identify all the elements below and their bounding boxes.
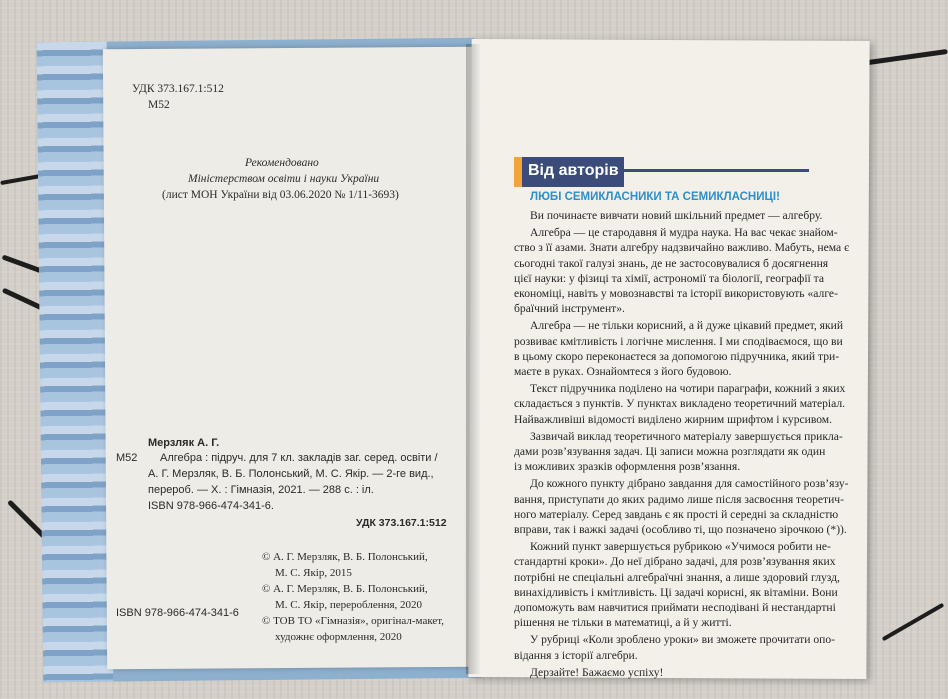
code-mid: М52 <box>116 452 138 464</box>
paragraph-line: стандартні кроки». До неї дібрано задачі, для розв’язування яких <box>514 555 836 569</box>
udk-top: УДК 373.167.1:512 <box>132 83 224 95</box>
paragraph-line: маєте в руках. Ознайомтеся з його будовою. <box>514 365 732 378</box>
section-header <box>514 157 804 187</box>
paragraph-line: відання з історії алгебри. <box>514 648 638 662</box>
copyright-line-5: © ТОВ ТО «Гімназія», оригінал-макет, <box>262 615 445 627</box>
paragraph-line: цієї науки: у фізиці та хімії, астрономії та біології, географії та <box>514 271 825 285</box>
paragraph-line: браїчний інструмент». <box>514 302 625 316</box>
paragraph-line: Алгебра — це стародавня й мудра наука. На вас чекає знайом- <box>530 226 838 240</box>
paragraph-line: дами розв’язування задач. Ці записи можна розглядати як один <box>514 445 826 458</box>
udk-bottom: УДК 373.167.1:512 <box>356 517 447 529</box>
paragraph-line: економіці, навіть у мовознавстві та історії використовують «алге- <box>514 287 838 300</box>
paragraph-line: сьогодні такої галузі знань, де не застосовувалися б досягнення <box>514 256 829 270</box>
paragraph-line: допоможуть вам навчитися приймати несподівані й нестандартні <box>514 601 836 614</box>
recommend-line-3: (лист МОН України від 03.06.2020 № 1/11-3693) <box>162 189 399 201</box>
paragraph-line: Текст підручника поділено на чотири параграфи, кожний з яких <box>530 382 846 396</box>
code-top: М52 <box>148 99 170 111</box>
isbn-bottom: ISBN 978-966-474-341-6 <box>116 607 239 619</box>
copyright-line-2: М. С. Якір, 2015 <box>275 567 352 579</box>
paragraph-line: У рубриці «Коли зроблено уроки» ви зможете прочитати опо- <box>530 633 836 647</box>
copyright-line-1: © А. Г. Мерзляк, В. Б. Полонський, <box>262 551 428 563</box>
paragraph-line: складається з пунктів. У пунктах викладено теоретичний матеріал. <box>514 397 846 411</box>
recommend-line-1: Рекомендовано <box>245 157 319 169</box>
paragraph-line: Кожний пункт завершується рубрикою «Учимося робити не- <box>530 540 831 554</box>
paragraph-line: рішення не тільки в математиці, а й у житті. <box>514 616 732 630</box>
header-rule <box>624 169 809 172</box>
biblio-line-4: ISBN 978-966-474-341-6. <box>148 500 274 512</box>
paragraph-line: До кожного пункту дібрано завдання для самостійного розв’язу- <box>530 477 849 491</box>
paragraph-line: Найважливіші відомості виділено жирним шрифтом і курсивом. <box>514 412 833 426</box>
paragraph-line: вання, приступати до яких радимо лише після засвоєння теоретич- <box>514 492 844 506</box>
copyright-line-3: © А. Г. Мерзляк, В. Б. Полонський, <box>262 583 428 595</box>
paragraph-line: Алгебра — не тільки корисний, а й дуже цікавий предмет, який <box>530 319 844 333</box>
paragraph-line: із можливих зразків оформлення розв’язання. <box>514 460 741 474</box>
paragraph-line: вправи, так і важкі задачі (особливо ті, що позначено зірочкою (*)). <box>514 523 847 536</box>
paragraph-line: Дерзайте! Бажаємо успіху! <box>530 665 664 679</box>
copyright-line-4: М. С. Якір, перероблення, 2020 <box>275 599 423 611</box>
section-subtitle: ЛЮБІ СЕМИКЛАСНИКИ ТА СЕМИКЛАСНИЦІ! <box>530 191 780 203</box>
biblio-line-2: А. Г. Мерзляк, В. Б. Полонський, М. С. Якір. — 2-ге вид., <box>148 468 434 480</box>
paragraph-line: винахідливість і кмітливість. Ці задачі корисні, як вітаміни. Вони <box>514 585 838 599</box>
author-name: Мерзляк А. Г. <box>148 437 220 449</box>
biblio-line-1: Алгебра : підруч. для 7 кл. закладів заг. серед. освіти / <box>160 452 438 464</box>
cover-pattern <box>37 42 114 683</box>
biblio-line-3: перероб. — Х. : Гімназія, 2021. — 288 с. : іл. <box>148 484 374 496</box>
paragraph-line: ного матеріалу. Серед завдань є як прості й середні за складністю <box>514 507 839 521</box>
paragraph-line: розвиває кмітливість і логічне мислення. І ми сподіваємося, що ви <box>514 334 843 348</box>
paragraph-line: ство з її азами. Знати алгебру надзвичайно важливо. Мабуть, нема є <box>514 241 850 255</box>
header-accent <box>514 157 522 187</box>
copyright-line-6: художнє оформлення, 2020 <box>275 631 402 643</box>
recommend-line-2: Міністерством освіти і науки України <box>188 173 380 185</box>
paragraph-line: потрібні не спеціальні алгебраїчні знання, а лише здоровий глузд, <box>514 570 840 584</box>
book-gutter <box>466 44 480 674</box>
paragraph-line: Зазвичай виклад теоретичного матеріалу завершується прикла- <box>530 429 843 443</box>
paragraph-line: Ви починаєте вивчати новий шкільний предмет — алгебру. <box>530 209 823 222</box>
paragraph-line: в цьому скоро переконаєтеся за допомогою підручника, який три- <box>514 349 840 363</box>
section-title: Від авторів <box>528 162 619 179</box>
